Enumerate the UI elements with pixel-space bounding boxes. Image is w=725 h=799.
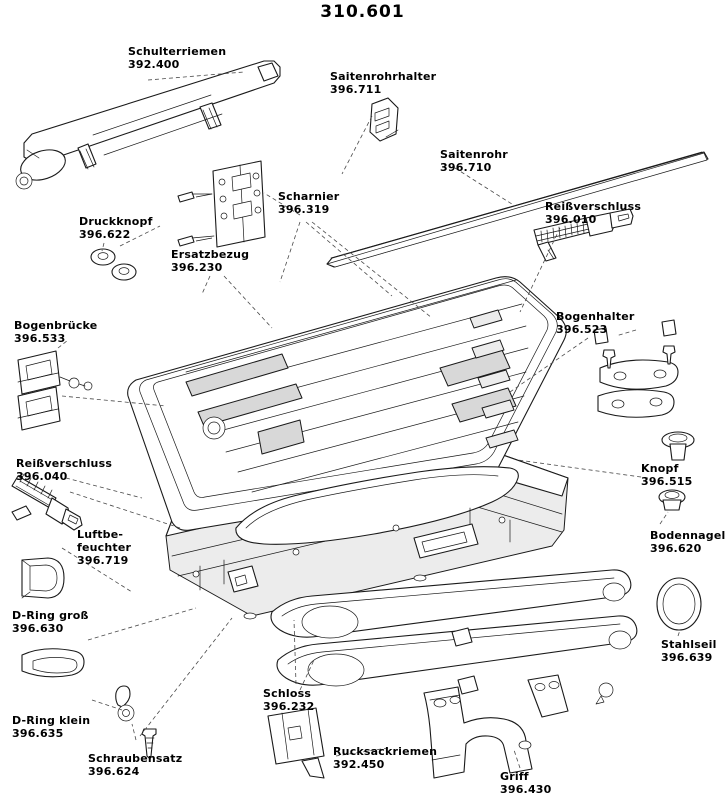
label-griff: Griff 396.430 — [500, 770, 552, 796]
label-knopf: Knopf 396.515 — [641, 462, 693, 488]
label-saitenrohr: Saitenrohr 396.710 — [440, 148, 508, 174]
label-ersatzbezug: Ersatzbezug 396.230 — [171, 248, 250, 274]
label-schulterriemen: Schulterriemen 392.400 — [128, 45, 227, 71]
label-saitenrohrhalter: Saitenrohrhalter 396.711 — [330, 70, 437, 96]
part-bow-bridge — [18, 351, 92, 430]
label-d-ring-gross: D-Ring groß 396.630 — [12, 609, 89, 635]
case-body — [128, 277, 568, 619]
label-bodennagel: Bodennagel 396.620 — [650, 529, 725, 555]
label-schloss: Schloss 396.232 — [263, 687, 315, 713]
label-luftbefeuchter: Luftbe- feuchter 396.719 — [77, 528, 132, 567]
label-bogenhalter: Bogenhalter 396.523 — [556, 310, 635, 336]
label-schraubensatz: Schraubensatz 396.624 — [88, 752, 183, 778]
part-backpack-straps — [268, 708, 324, 778]
part-press-stud — [91, 249, 136, 280]
label-scharnier: Scharnier 396.319 — [278, 190, 340, 216]
label-rucksackriemen: Rucksackriemen 392.450 — [333, 745, 438, 771]
part-hinge — [178, 161, 265, 247]
label-reissverschluss-396010: Reißverschluss 396.010 — [545, 200, 642, 226]
label-d-ring-klein: D-Ring klein 396.635 — [12, 714, 91, 740]
part-humidifier — [22, 558, 64, 598]
part-string-tube — [327, 152, 708, 267]
part-bottom-stud — [659, 490, 685, 510]
label-reissverschluss-396040: Reißverschluss 396.040 — [16, 457, 113, 483]
part-d-ring-large — [22, 649, 84, 677]
label-stahlseil: Stahlseil 396.639 — [661, 638, 717, 664]
part-tube-holder — [370, 98, 398, 141]
part-steel-cable — [657, 578, 701, 630]
part-d-ring-small — [116, 686, 134, 721]
label-bogenbruecke: Bogenbrücke 396.533 — [14, 319, 98, 345]
part-knob — [662, 432, 694, 460]
part-handle — [424, 675, 613, 778]
label-druckknopf: Druckknopf 396.622 — [79, 215, 153, 241]
diagram-title: 310.601 — [320, 2, 405, 22]
